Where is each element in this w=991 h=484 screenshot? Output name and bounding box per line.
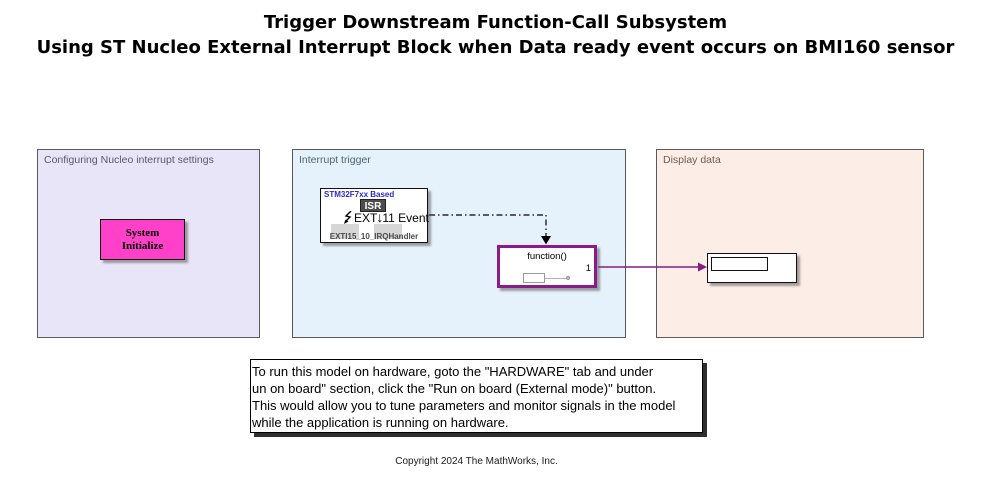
- annotation-line: To run this model on hardware, goto the "HARDWARE" tab and under: [252, 364, 654, 379]
- area-display-data[interactable]: [656, 149, 924, 338]
- event-down-arrow-icon: ↓: [376, 208, 384, 225]
- area-configuring-label: Configuring Nucleo interrupt settings: [44, 154, 214, 166]
- isr-event-suffix: 11 Event: [382, 210, 429, 225]
- model-title-line1: Trigger Downstream Function-Call Subsystem: [263, 12, 728, 33]
- isr-header-label: STM32F7xx Based: [324, 190, 395, 199]
- display-block[interactable]: [707, 253, 797, 283]
- area-interrupt-trigger[interactable]: [292, 149, 626, 338]
- subsystem-contents-icon: [523, 273, 545, 283]
- function-output-port-label: 1: [585, 263, 591, 274]
- lightning-icon: [344, 211, 353, 225]
- copyright-text: Copyright 2024 The MathWorks, Inc.: [395, 456, 558, 467]
- isr-event-prefix: EXT: [354, 210, 378, 225]
- hardware-instructions-annotation[interactable]: [250, 359, 703, 433]
- subsystem-contents-dot-icon: [566, 276, 570, 280]
- isr-event-port-label: [344, 210, 429, 225]
- subsystem-contents-line-icon: [545, 278, 567, 279]
- system-initialize-block[interactable]: [100, 219, 185, 260]
- area-interrupt-label: Interrupt trigger: [299, 154, 371, 166]
- model-title: [0, 10, 991, 60]
- annotation-line: un on board" section, click the "Run on board (External mode)" button.: [252, 381, 657, 396]
- annotation-line: This would allow you to tune parameters and monitor signals in the model: [252, 398, 676, 413]
- system-initialize-label: System Initialize: [121, 226, 164, 252]
- annotation-line: while the application is running on hardware.: [252, 415, 509, 430]
- area-display-label: Display data: [663, 154, 721, 166]
- nucleo-external-interrupt-block[interactable]: [320, 188, 428, 243]
- display-value-field: [711, 257, 768, 271]
- isr-handler-label: EXTI15_10_IRQHandler: [329, 232, 419, 241]
- function-call-subsystem-block[interactable]: [497, 245, 597, 288]
- model-title-line2: Using ST Nucleo External Interrupt Block when Data ready event occurs on BMI160 sensor: [36, 37, 955, 58]
- isr-badge: ISR: [360, 199, 386, 212]
- function-call-label: function(): [527, 251, 567, 262]
